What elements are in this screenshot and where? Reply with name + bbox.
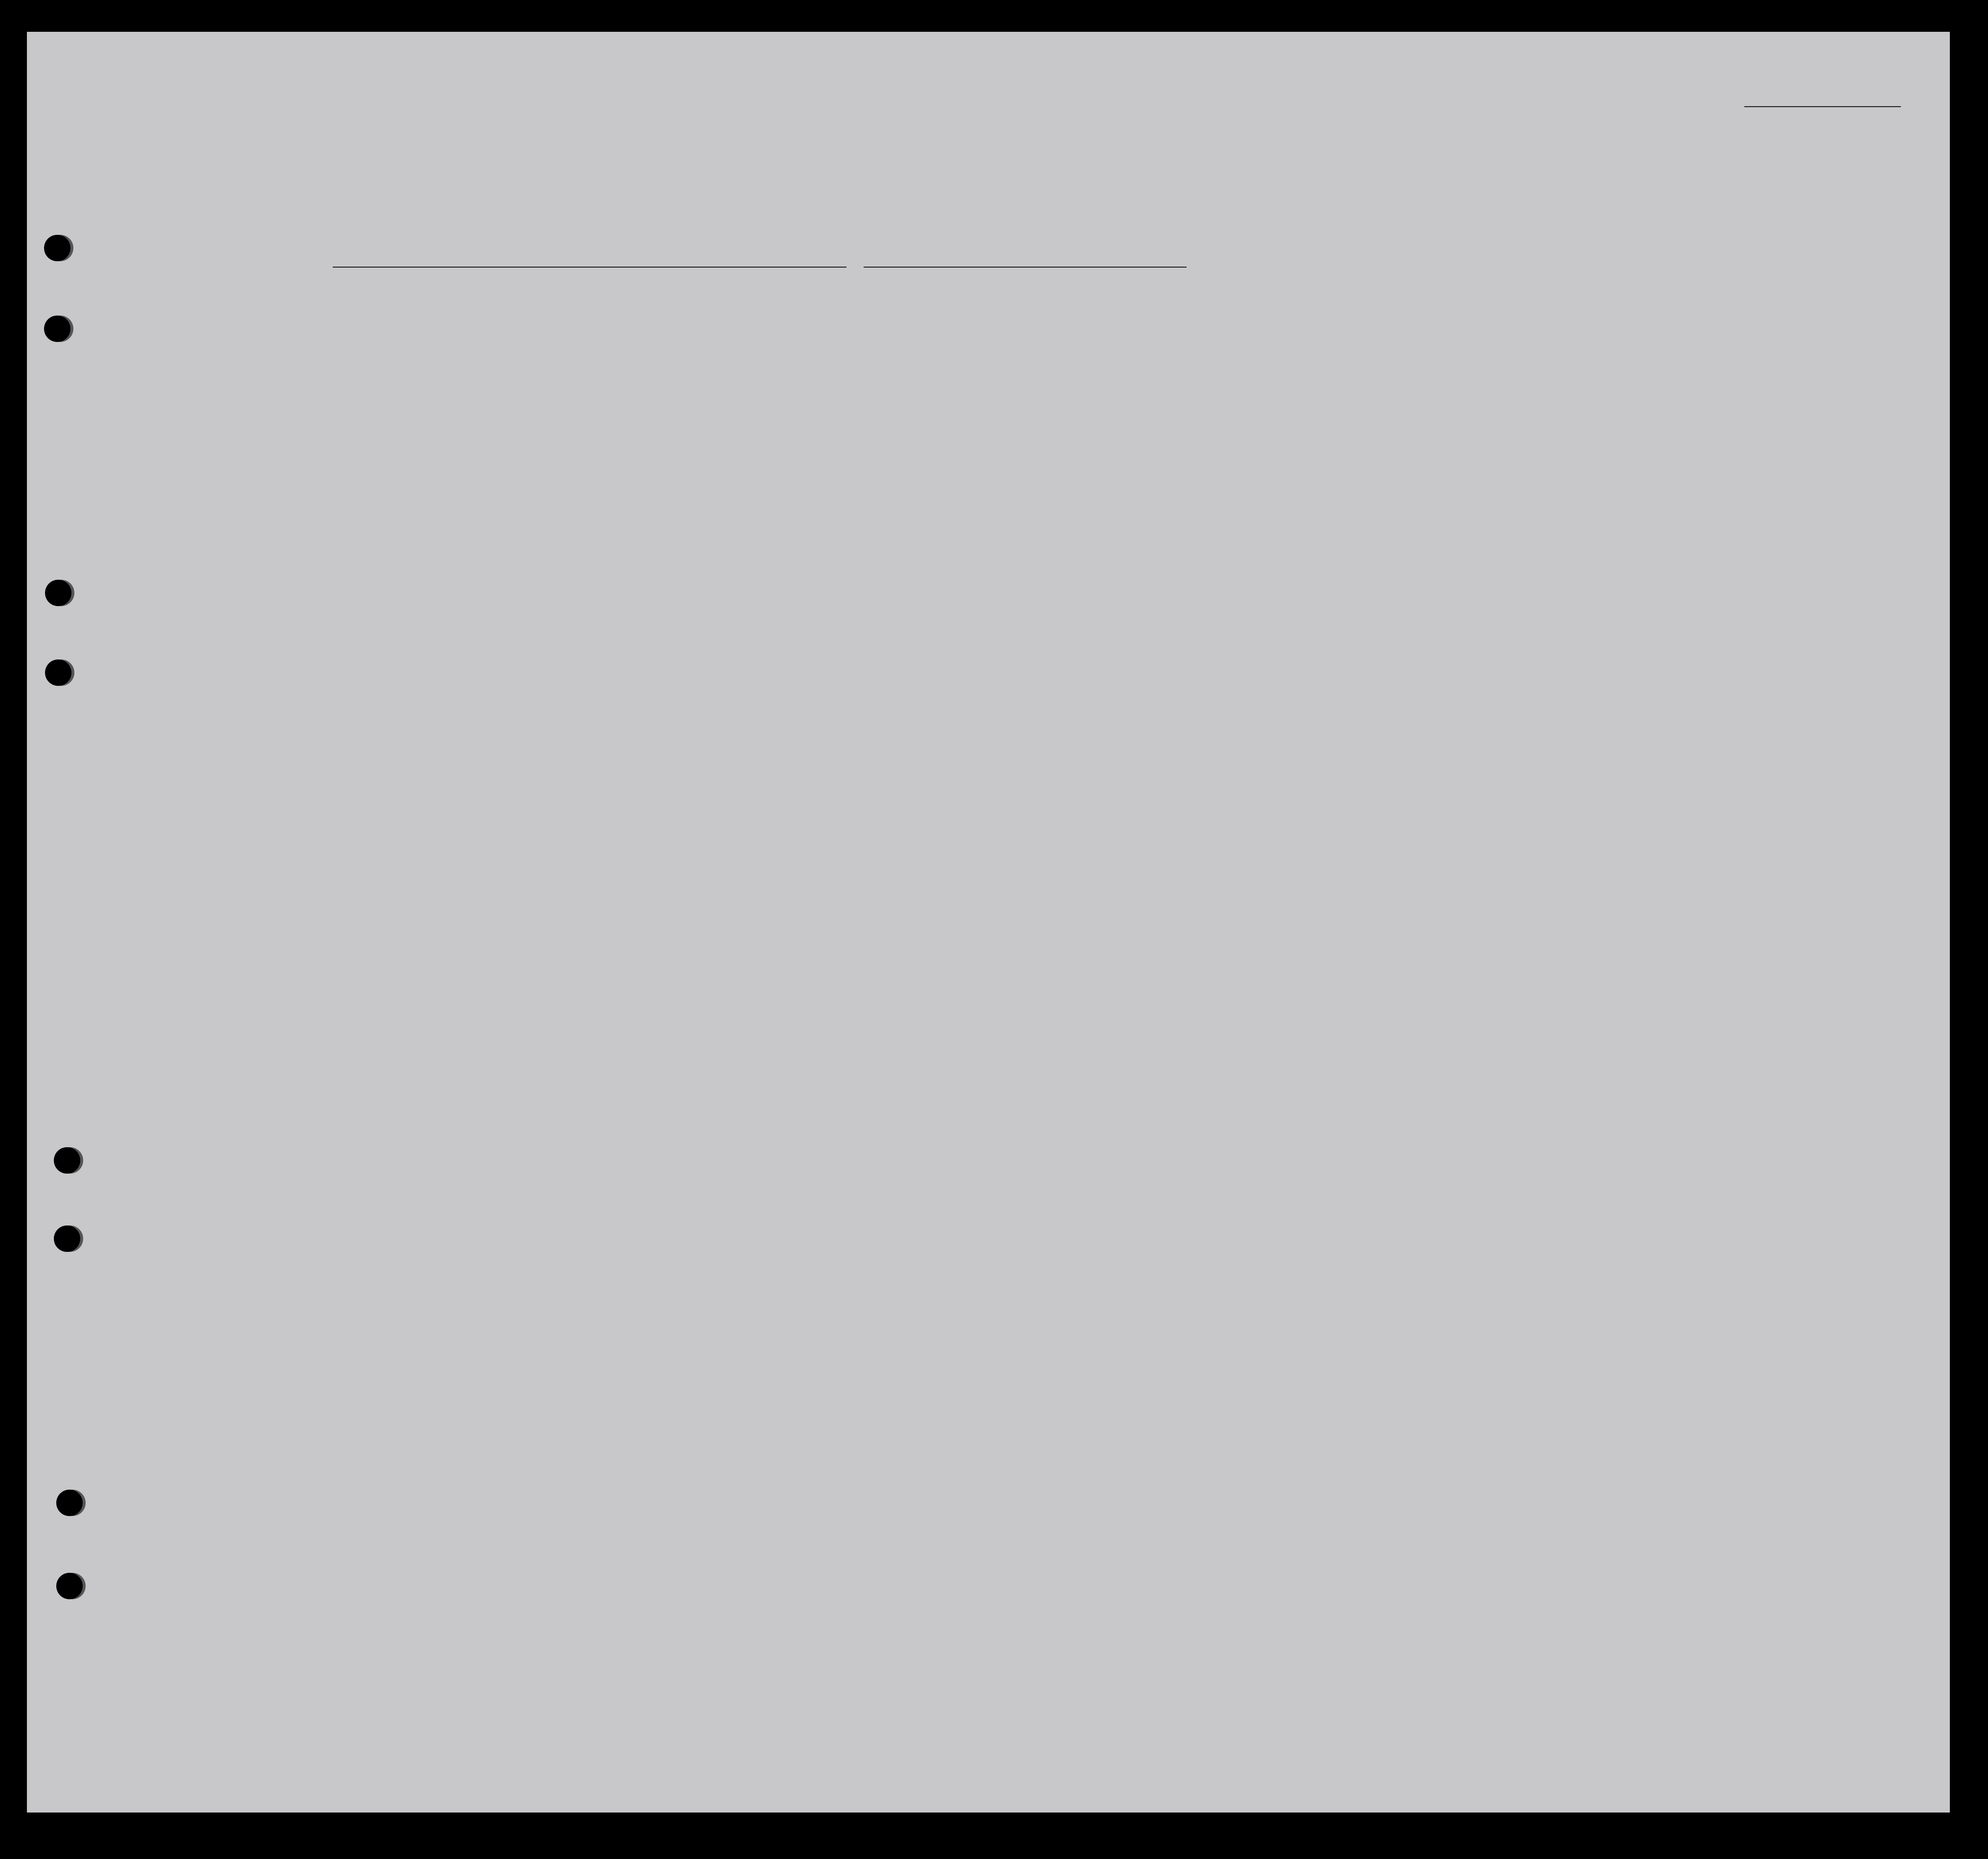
punch-hole [56,1573,83,1599]
punch-hole [44,316,70,342]
punch-hole [45,580,71,606]
punch-hole [54,1147,80,1174]
punch-hole [54,1225,80,1252]
manifest-sheet [27,32,1950,1813]
table-grid [27,32,1950,1813]
punch-hole [44,235,70,261]
punch-hole [56,1490,83,1516]
punch-hole [45,659,71,686]
